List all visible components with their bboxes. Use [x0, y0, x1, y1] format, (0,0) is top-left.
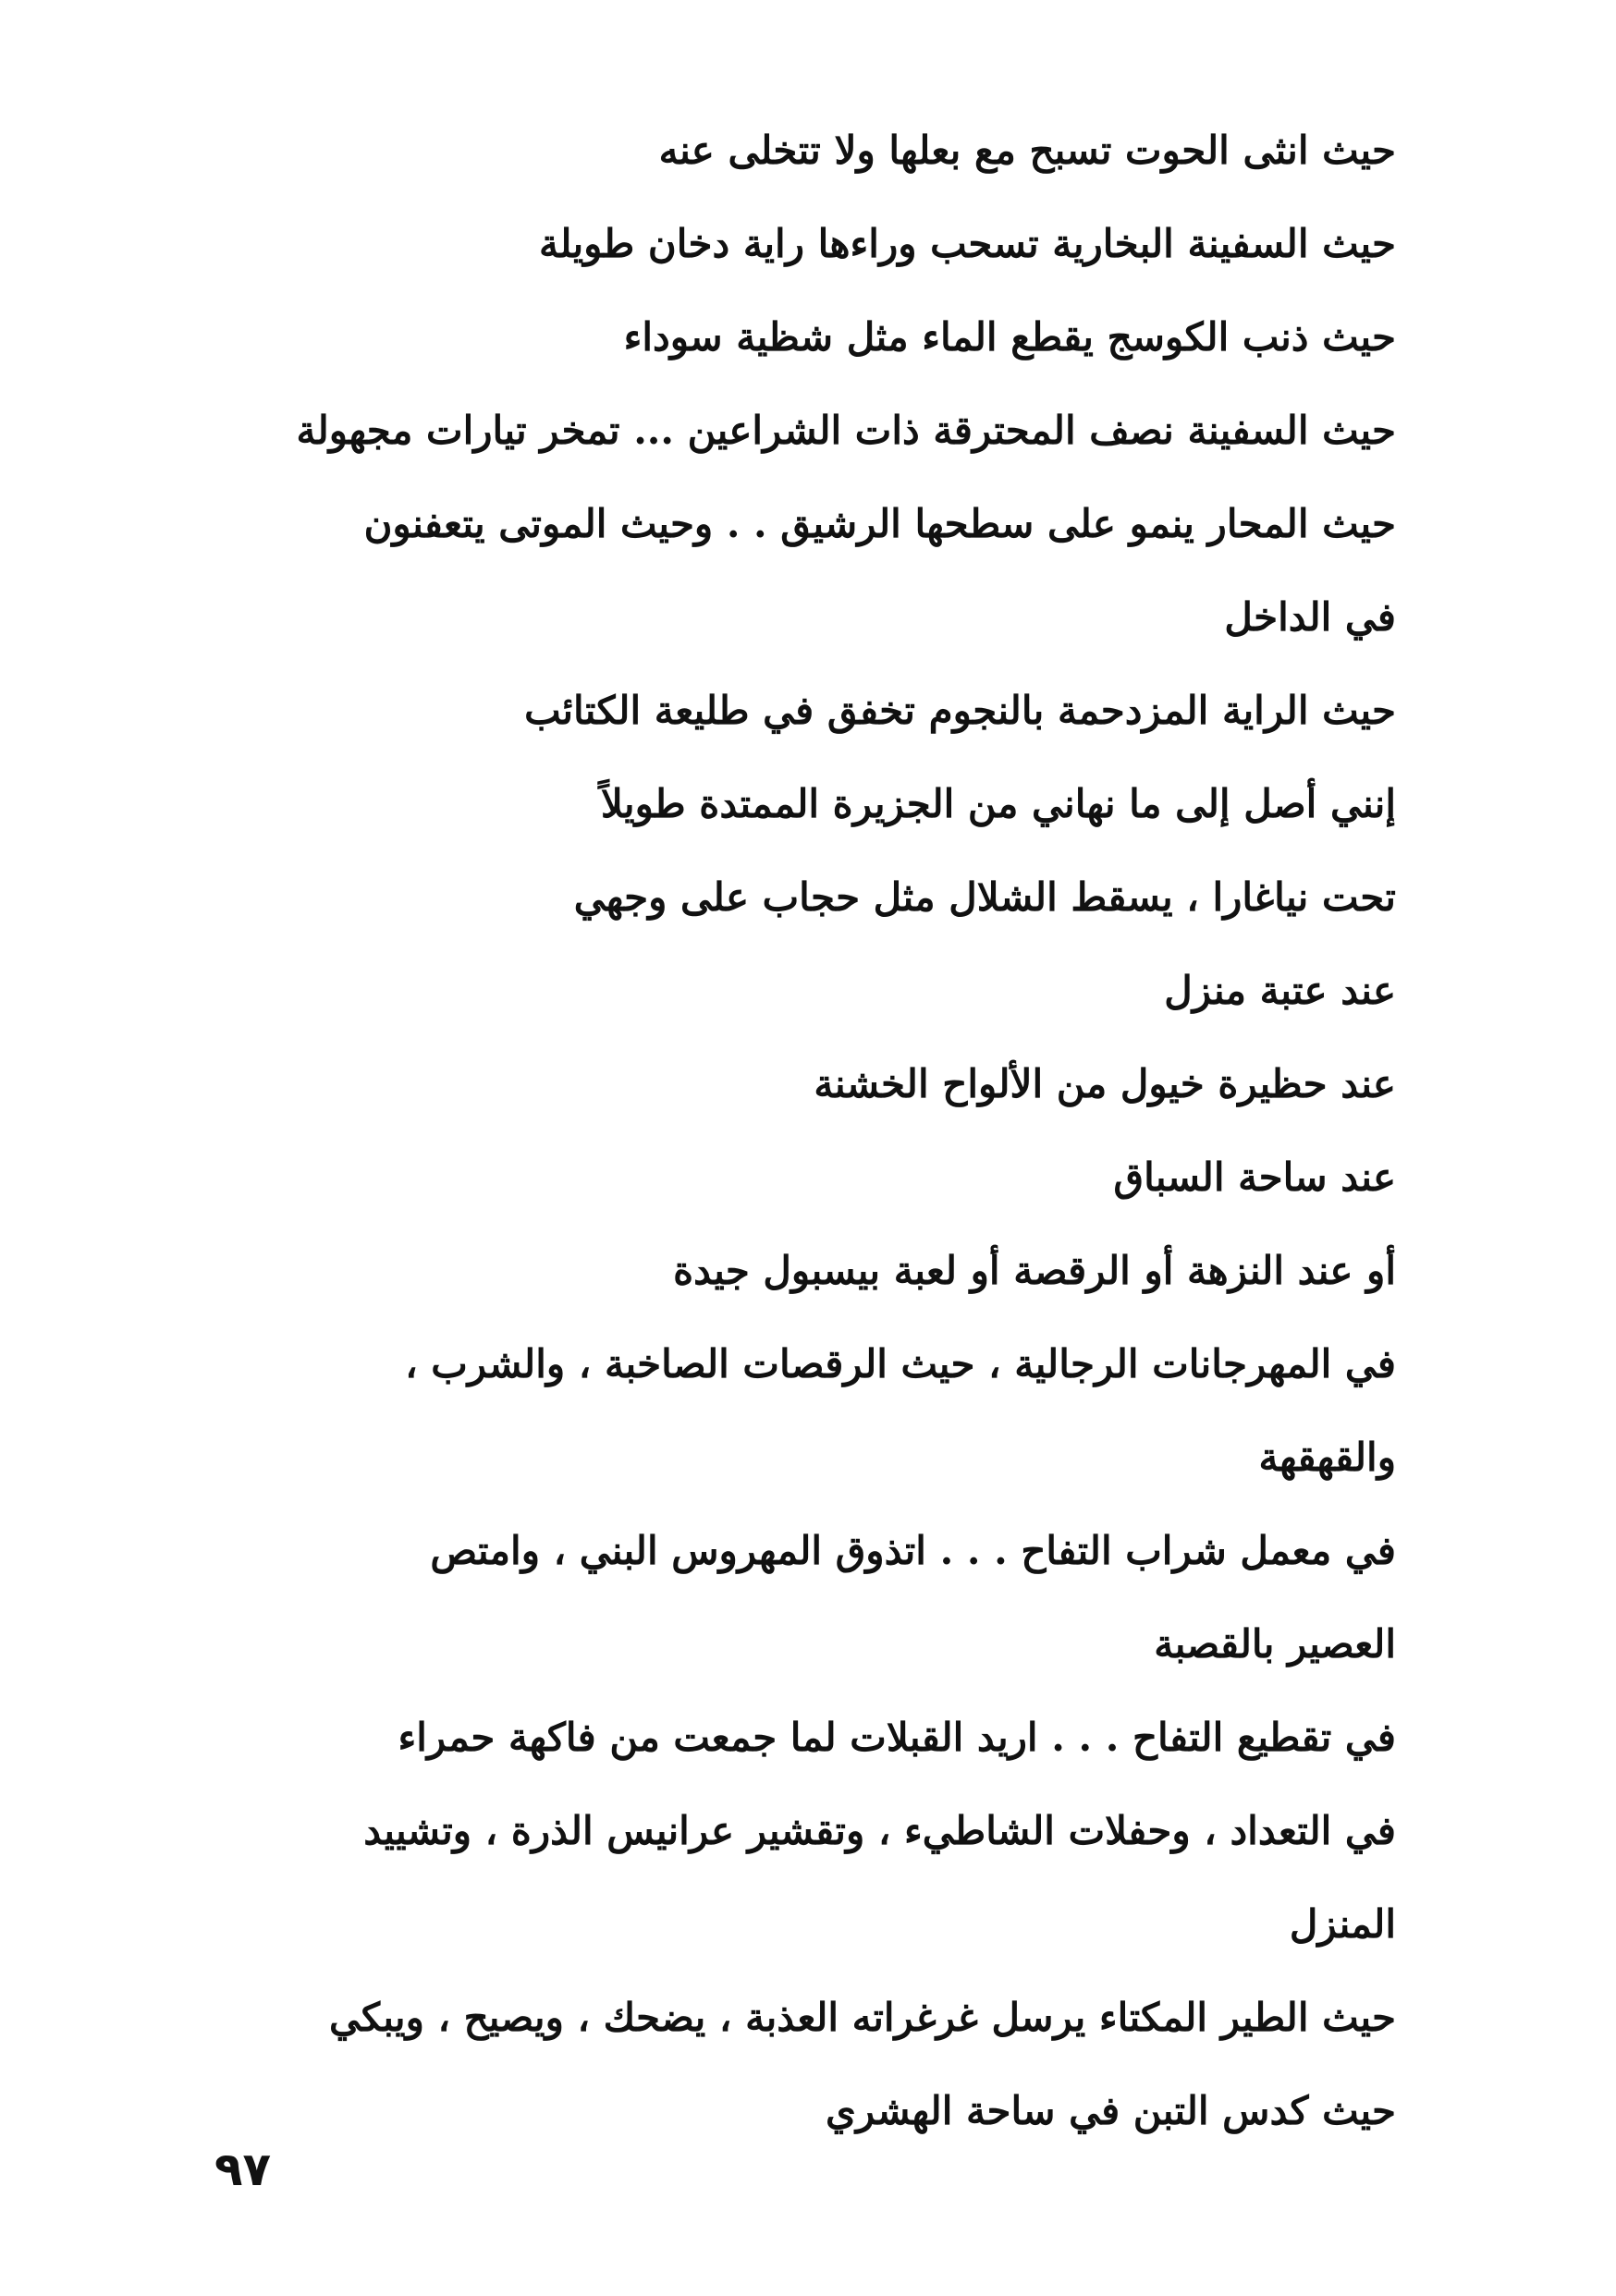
poem-text	[213, 104, 1396, 2157]
poem-line-6: في الداخل	[1224, 594, 1396, 640]
poem-line-8: إنني أصل إلى ما نهاني من الجزيرة الممتدة طويلاً	[600, 781, 1396, 826]
poem-line-13: أو عند النزهة أو الرقصة أو لعبة بيسبول جيدة	[673, 1248, 1396, 1293]
poem-line-16: في معمل شراب التفاح . . . اتذوق المهروس البني ، وامتص	[430, 1528, 1396, 1573]
poem-line-2: حيث السفينة البخارية تسحب وراءها راية دخان طويلة	[539, 221, 1396, 266]
poem-line-10: عند عتبة منزل	[1164, 968, 1396, 1013]
poem-line-19: في التعداد ، وحفلات الشاطيء ، وتقشير عرانيس الذرة ، وتشييد	[363, 1808, 1396, 1853]
poem-line-18: في تقطيع التفاح . . . اريد القبلات لما جمعت من فاكهة حمراء	[398, 1715, 1396, 1760]
poem-line-20: المنزل	[1289, 1901, 1396, 1947]
poem-line-15: والقهقهة	[1258, 1435, 1396, 1480]
poem-line-14: في المهرجانات الرجالية ، حيث الرقصات الصاخبة ، والشرب ،	[405, 1341, 1396, 1386]
poem-line-21: حيث الطير المكتاء يرسل غرغراته العذبة ، يضحك ، ويصيح ، ويبكي	[329, 1995, 1396, 2040]
poem-line-3: حيث ذنب الكوسج يقطع الماء مثل شظية سوداء	[623, 314, 1396, 360]
poem-line-9: تحت نياغارا ، يسقط الشلال مثل حجاب على وجهي	[573, 874, 1396, 920]
page-number: ٩٧	[214, 2143, 272, 2196]
poem-line-5: حيث المحار ينمو على سطحها الرشيق . . وحيث الموتى يتعفنون	[363, 501, 1396, 546]
poem-line-17: العصير بالقصبة	[1154, 1621, 1396, 1667]
poem-line-1: حيث انثى الحوت تسبح مع بعلها ولا تتخلى عنه	[658, 128, 1396, 173]
poem-line-11: عند حظيرة خيول من الألواح الخشنة	[814, 1061, 1396, 1106]
poem-line-7: حيث الراية المزدحمة بالنجوم تخفق في طليعة الكتائب	[524, 688, 1396, 733]
poem-line-22: حيث كدس التبن في ساحة الهشري	[826, 2088, 1396, 2133]
poem-line-12: عند ساحة السباق	[1113, 1154, 1396, 1200]
poem-line-4: حيث السفينة نصف المحترقة ذات الشراعين ... تمخر تيارات مجهولة	[296, 408, 1396, 453]
